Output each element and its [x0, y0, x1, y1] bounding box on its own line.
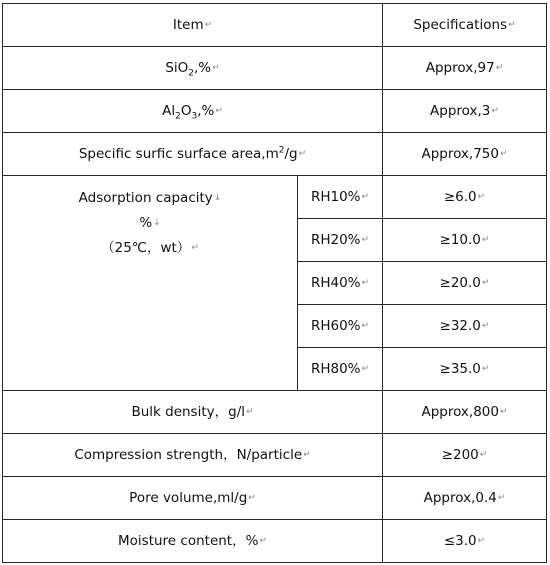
paragraph-mark-icon: ↵	[191, 242, 199, 253]
item-text: Al	[162, 102, 176, 119]
table-row	[3, 90, 547, 133]
spec-value: ≥10.0	[439, 231, 481, 248]
adsorption-unit: %	[139, 215, 153, 232]
superscript: 2	[278, 145, 285, 156]
rh-label: RH10%	[310, 188, 361, 205]
item-cell	[3, 47, 383, 90]
item-text: SiO	[165, 59, 189, 76]
item-text: O	[180, 102, 192, 119]
table-row	[3, 391, 547, 434]
paragraph-mark-icon: ↵	[361, 234, 370, 245]
spec-value: ≥200	[441, 446, 479, 463]
rh-label: RH20%	[310, 231, 361, 248]
table-row	[3, 176, 547, 219]
rh-cell	[298, 305, 383, 348]
spec-cell	[383, 305, 547, 348]
spec-cell	[383, 219, 547, 262]
header-item-label: Item	[172, 16, 204, 33]
spec-cell	[383, 133, 547, 176]
paragraph-mark-icon: ↵	[481, 234, 490, 245]
item-text: Compression strength，N/particle	[74, 446, 303, 463]
item-text: Pore volume,ml/g	[129, 489, 248, 506]
header-spec-label: Specifications	[413, 16, 508, 33]
item-unit: /g	[284, 145, 298, 162]
spec-value: ≥32.0	[439, 317, 481, 334]
spec-value: Approx,800	[421, 403, 499, 420]
item-cell	[3, 133, 383, 176]
paragraph-mark-icon: ↵	[246, 406, 254, 417]
paragraph-mark-icon: ↵	[212, 62, 220, 73]
table-row	[3, 133, 547, 176]
rh-label: RH40%	[310, 274, 361, 291]
paragraph-mark-icon: ↵	[298, 148, 307, 159]
paragraph-mark-icon: ↵	[477, 535, 486, 546]
rh-cell	[298, 176, 383, 219]
adsorption-condition: （25℃，wt）	[101, 240, 191, 257]
paragraph-mark-icon: ↵	[495, 62, 504, 73]
paragraph-mark-icon: ↵	[481, 277, 490, 288]
spec-cell	[383, 520, 547, 563]
paragraph-mark-icon: ↵	[499, 148, 508, 159]
table-row	[3, 477, 547, 520]
adsorption-label: Adsorption capacity	[78, 190, 213, 206]
item-text: Bulk density，g/l	[131, 403, 245, 420]
subscript: 3	[191, 111, 198, 122]
paragraph-mark-icon: ↵	[491, 105, 499, 116]
spec-cell	[383, 176, 547, 219]
item-cell	[3, 520, 383, 563]
item-cell	[3, 90, 383, 133]
spec-value: Approx,97	[425, 59, 495, 76]
spec-cell	[383, 90, 547, 133]
paragraph-mark-icon: ↵	[248, 492, 256, 503]
item-unit: m	[265, 145, 279, 162]
paragraph-mark-icon: ↵	[361, 320, 370, 331]
paragraph-mark-icon: ↵	[508, 19, 516, 30]
item-text: Moisture content，%	[118, 532, 259, 549]
spec-value: Approx,750	[421, 145, 499, 162]
paragraph-mark-icon: ↵	[481, 363, 490, 374]
spec-cell	[383, 262, 547, 305]
spec-cell	[383, 47, 547, 90]
item-cell	[3, 477, 383, 520]
spec-value: ≥20.0	[439, 274, 481, 291]
paragraph-mark-icon: ↵	[361, 363, 370, 374]
spec-value: ≥35.0	[439, 360, 481, 377]
specifications-table	[2, 3, 547, 563]
header-spec-cell	[383, 4, 547, 47]
table-header-row	[3, 4, 547, 47]
spec-value: ≤3.0	[443, 532, 477, 549]
rh-cell	[298, 219, 383, 262]
paragraph-mark-icon: ↵	[361, 277, 370, 288]
spec-cell	[383, 434, 547, 477]
line-break-icon: ↓	[153, 217, 161, 228]
item-cell	[3, 434, 383, 477]
spec-value: Approx,0.4	[423, 489, 497, 506]
paragraph-mark-icon: ↵	[259, 535, 267, 546]
paragraph-mark-icon: ↵	[215, 105, 223, 116]
table-row	[3, 47, 547, 90]
table-row	[3, 434, 547, 477]
paragraph-mark-icon: ↵	[303, 449, 311, 460]
item-text: Specific surfic surface area,	[78, 145, 266, 162]
paragraph-mark-icon: ↵	[497, 492, 506, 503]
header-item-cell	[3, 4, 383, 47]
paragraph-mark-icon: ↵	[477, 191, 486, 202]
spec-value: Approx,3	[430, 102, 491, 119]
paragraph-mark-icon: ↵	[204, 19, 213, 30]
paragraph-mark-icon: ↵	[499, 406, 508, 417]
rh-label: RH80%	[310, 360, 361, 377]
table-row	[3, 520, 547, 563]
spec-cell	[383, 348, 547, 391]
paragraph-mark-icon: ↵	[479, 449, 488, 460]
rh-label: RH60%	[310, 317, 361, 334]
paragraph-mark-icon: ↵	[481, 320, 490, 331]
item-text: ,%	[194, 59, 212, 76]
spec-cell	[383, 477, 547, 520]
rh-cell	[298, 262, 383, 305]
spec-value: ≥6.0	[443, 188, 477, 205]
item-cell	[3, 391, 383, 434]
rh-cell	[298, 348, 383, 391]
subscript: 2	[188, 68, 194, 79]
item-text: ,%	[197, 102, 215, 119]
subscript: 2	[175, 111, 181, 122]
adsorption-item-cell	[3, 176, 298, 391]
spec-cell	[383, 391, 547, 434]
line-break-icon: ↓	[213, 192, 222, 203]
paragraph-mark-icon: ↵	[361, 191, 370, 202]
